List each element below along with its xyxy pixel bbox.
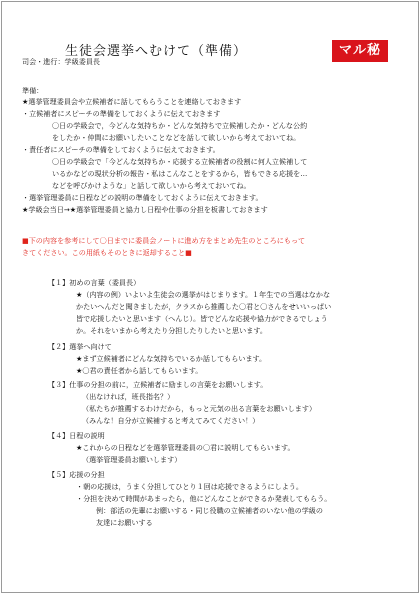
moderator-line: 司会・進行：学級委員長 — [22, 57, 101, 66]
instruction-line: ■下の内容を参考にして〇日までに委員会ノートに進め方をまとめ先生のところにもって — [22, 236, 306, 245]
program-line: ・朝の応援は，うまく分担してひとり１回は応援できるようにしよう。 — [76, 482, 303, 491]
prep-heading: 準備： — [22, 86, 44, 95]
prep-line: をしたか・仲間にお願いしたいことなどを話して欲しいから考えておいてね。 — [52, 133, 301, 142]
program-line: （みんな！自分が立候補すると考えてみてください！） — [82, 416, 260, 425]
program-line: （出なければ，班長指名？） — [82, 392, 175, 401]
prep-line: ・選挙管理委員に日程などの説明の準備をしておくように伝えておきます。 — [22, 193, 263, 202]
program-line: かたいへんだと聞きましたが，クラスから推薦した〇君と〇さんをせいいっぱい — [76, 302, 332, 311]
program-line: ★（内容の例）いよいよ生徒会の選挙がはじまります。１年生での当選はなかな — [76, 290, 331, 299]
prep-line: ・責任者にスピーチの準備をしておくように伝えておきます。 — [22, 145, 220, 154]
program-line: （選挙管理委員お願いします） — [82, 455, 182, 464]
prep-line: ★選挙管理委員会や立候補者に話してもらうことを連絡しておきます — [22, 97, 242, 106]
program-line: か。それをいまから考えたり分担したりしたいと思います。 — [76, 326, 267, 335]
program-line: ★〇君の責任者から話してもらいます。 — [76, 366, 203, 375]
program-line: 友達にお願いする — [96, 518, 153, 527]
prep-line: ★学級会当日→★選挙管理委員と協力し日程や仕事の分担を板書しておきます — [22, 205, 268, 214]
program-line: 【３】仕事の分担の前に，立候補者に励ましの言葉をお願いします。 — [48, 380, 268, 389]
instruction-line: きてください。この用紙もそのときに返却すること■ — [22, 248, 192, 257]
program-line: 【５】応援の分担 — [48, 470, 105, 479]
program-line: （私たちが推薦するわけだから，もっと元気の出る言葉をお願いします） — [82, 404, 317, 413]
confidential-stamp: マル秘 — [332, 40, 388, 62]
program-line: 例：部活の先輩にお願いする・同じ役職の立候補者のいない他の学級の — [96, 506, 323, 515]
program-line: 皆で応援したいと思います（へんじ）。皆でどんな応援や協力ができるでしょう — [76, 314, 328, 323]
document-page — [1, 1, 419, 593]
program-line: ★これからの日程などを選挙管理委員の〇君に説明してもらいます。 — [76, 443, 295, 452]
program-line: ★まず立候補者にどんな気持ちでいるか話してもらいます。 — [76, 354, 267, 363]
prep-line: 〇日の学級会で「今どんな気持ちか・応援する立候補者の役割に何人立候補して — [52, 157, 308, 166]
prep-line: 〇日の学級会で，今どんな気持ちか・どんな気持ちで立候補したか・どんな公約 — [52, 121, 308, 130]
prep-line: ・立候補者にスピーチの準備をしておくように伝えておきます — [22, 109, 221, 118]
program-line: 【１】初めの言葉（委員長） — [48, 278, 141, 287]
page-title: 生徒会選挙へむけて（準備） — [65, 44, 248, 59]
prep-line: などを呼びかけような」と話して欲しいから考えておいてね。 — [52, 181, 251, 190]
program-line: 【４】日程の説明 — [48, 431, 105, 440]
prep-line: いるかなどの現状分析の報告・私はこんなことをするから，皆もできる応援を… — [52, 169, 308, 178]
program-line: ・分担を決めて時間があまったら，他にどんなことができるか発表してもらう。 — [76, 494, 332, 503]
program-line: 【２】選挙へ向けて — [48, 342, 112, 351]
